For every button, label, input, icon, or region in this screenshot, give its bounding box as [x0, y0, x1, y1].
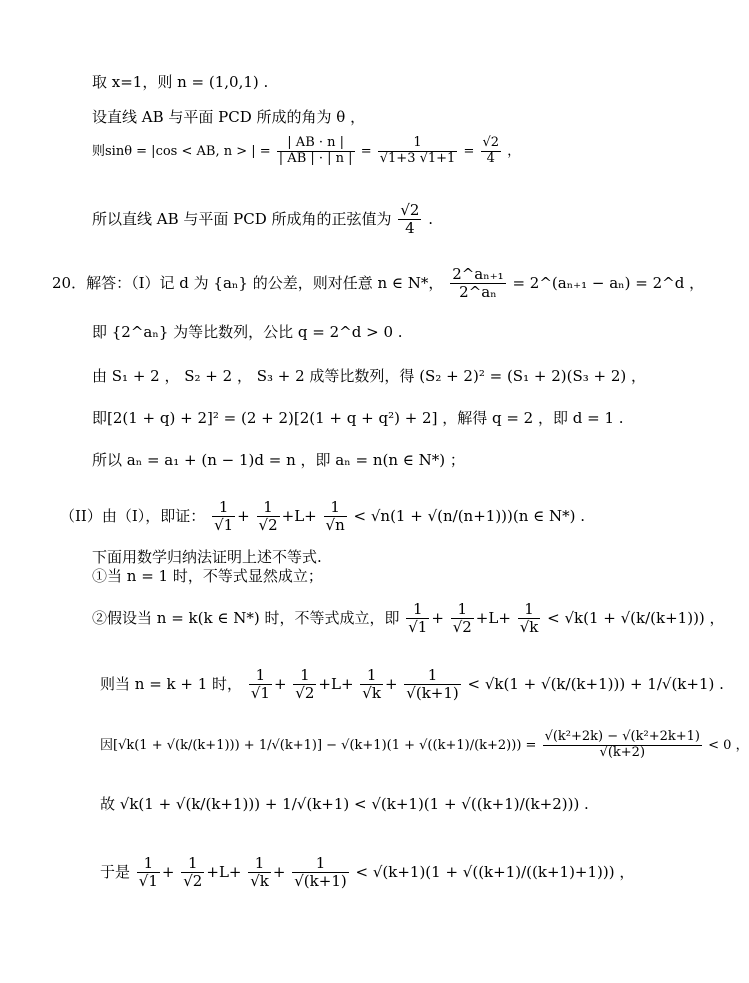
term-num: 1 [212, 499, 235, 517]
text-line-11: 下面用数学归纳法证明上述不等式. [92, 548, 322, 566]
term-den: √2 [452, 618, 472, 637]
line14-term-k [360, 667, 383, 703]
line3-suffix: ， [507, 143, 521, 159]
line13-prefix: ②假设当 n = k(k ∈ N*) 时，不等式成立，即 [92, 608, 400, 627]
term-den: √k [250, 872, 269, 891]
line17-suffix: < √(k+1)(1 + √((k+1)/((k+1)+1))) ， [355, 862, 635, 881]
line14-suffix: < √k(1 + √(k/(k+1))) + 1/√(k+1) . [467, 674, 724, 693]
line10-term-1 [212, 499, 235, 535]
line3-frac1-num: | AB · n | [277, 136, 355, 152]
term-num: 1 [257, 499, 280, 517]
text-line-14: 则当 n = k + 1 时， $\frac{1}{√1}$ + $\frac{1}{√2}$ +L+ $\frac{1}{√k}$ + $\frac{1}{√(k+1)}$ < √k(1 + √(k/(k+1))) + 1/√(k+1) . [100, 666, 724, 703]
text-line-5 [52, 266, 704, 302]
term-num: 1 [293, 667, 316, 685]
term-num: 1 [451, 601, 474, 619]
line15-frac-num: √(k²+2k) − √(k²+2k+1) [544, 729, 700, 744]
line4-frac-num: √2 [400, 201, 420, 219]
text-line-16: 故 √k(1 + √(k/(k+1))) + 1/√(k+1) < √(k+1)(1 + √((k+1)/(k+2))) . [100, 795, 589, 813]
eq-sign: = [360, 143, 372, 159]
line10-term-2 [257, 499, 280, 535]
text-line-6: 即 {2^aₙ} 为等比数列，公比 q = 2^d > 0 . [92, 323, 403, 341]
text-line-7: 由 S₁ + 2 ， S₂ + 2 ， S₃ + 2 成等比数列，得 (S₂ + 2)² = (S₁ + 2)(S₃ + 2) ， [92, 367, 646, 385]
ellipsis-L: L [218, 862, 229, 881]
text-line-1: 取 x=1，则 n = (1,0,1) . [92, 73, 269, 91]
line3-frac2-den: √1+3 √1+1 [379, 150, 456, 166]
line17-term-k [248, 855, 271, 891]
text-line-9: 所以 aₙ = a₁ + (n − 1)d = n ，即 aₙ = n(n ∈ N*) ； [92, 451, 465, 469]
line3-frac2 [378, 136, 458, 167]
line17-prefix: 于是 [100, 862, 131, 881]
text-line-17: 于是 $\frac{1}{√1}$ + $\frac{1}{√2}$ +L+ $\frac{1}{√k}$ + $\frac{1}{√(k+1)}$ < √(k+1)(1 + √((k+1)/((k+1)+1))) ， [100, 854, 635, 891]
text-line-8: 即[2(1 + q) + 2]² = (2 + 2)[2(1 + q + q²) + 2] ，解得 q = 2 ，即 d = 1 . [92, 409, 624, 427]
term-den: √2 [183, 872, 203, 891]
line14-term-2 [293, 667, 316, 703]
line17-term-k1 [292, 855, 348, 891]
text-line-4 [92, 202, 433, 238]
line15-suffix: < 0 ， [708, 737, 749, 753]
line3-frac1-den: | AB | · | n | [278, 150, 353, 166]
term-num: 1 [137, 855, 160, 873]
term-den: √k [362, 684, 381, 703]
line4-suffix: . [428, 209, 433, 228]
term-num: 1 [248, 855, 271, 873]
text-line-12: ①当 n = 1 时，不等式显然成立； [92, 567, 323, 585]
line15-frac-den: √(k+2) [599, 744, 646, 760]
line13-term-1 [406, 601, 429, 637]
text-line-10: （II）由（I），即证： $\frac{1}{√1}$ + $\frac{1}{√2}$ +L+ $\frac{1}{√n}$ < √n(1 + √(n/(n+1)))(n ∈ N*) . [60, 498, 586, 535]
line5-frac-num: 2^aₙ₊₁ [452, 265, 504, 283]
line10-suffix: < √n(1 + √(n/(n+1)))(n ∈ N*) . [353, 506, 586, 525]
term-num: 1 [404, 667, 460, 685]
line13-suffix: < √k(1 + √(k/(k+1))) ， [547, 608, 725, 627]
term-den: √1 [408, 618, 428, 637]
line5-frac [450, 266, 505, 302]
line10-prefix: （II）由（I），即证： [60, 506, 206, 525]
term-den: √k [519, 618, 539, 637]
text-line-15 [100, 730, 749, 761]
term-num: 1 [518, 601, 541, 619]
text-line-2: 设直线 AB 与平面 PCD 所成的角为 θ ， [92, 108, 366, 126]
text-line-13: ②假设当 n = k(k ∈ N*) 时，不等式成立，即 $\frac{1}{√1}$ + $\frac{1}{√2}$ +L+ $\frac{1}{√k}$ < √k(1 + √(k/(k+1))) ， [92, 600, 725, 637]
line13-term-2 [451, 601, 474, 637]
term-den: √1 [214, 516, 234, 535]
line14-term-1 [249, 667, 272, 703]
term-den: √2 [258, 516, 278, 535]
term-den: √(k+1) [294, 872, 347, 891]
line3-frac3 [481, 136, 502, 167]
term-num: 1 [406, 601, 429, 619]
line5-prefix: 20．解答：（I）记 d 为 {aₙ} 的公差，则对任意 n ∈ N*， [52, 273, 444, 292]
term-num: 1 [181, 855, 204, 873]
ellipsis-L: L [330, 674, 341, 693]
line15-prefix: 因[√k(1 + √(k/(k+1))) + 1/√(k+1)] − √(k+1)(1 + √((k+1)/(k+2))) = [100, 737, 537, 753]
term-den: √n [325, 516, 345, 535]
line17-term-1 [137, 855, 160, 891]
ellipsis-L: L [294, 506, 305, 525]
line3-prefix: 则sinθ = |cos < AB, n > | = [92, 143, 271, 159]
term-num: 1 [360, 667, 383, 685]
line4-prefix: 所以直线 AB 与平面 PCD 所成角的正弦值为 [92, 209, 392, 228]
line3-frac1 [277, 136, 355, 167]
line3-frac3-den: 4 [486, 150, 495, 166]
term-den: √2 [295, 684, 315, 703]
line3-frac2-num: 1 [378, 136, 458, 152]
line10-term-n [324, 499, 347, 535]
ellipsis-L: L [488, 608, 499, 627]
line5-frac-den: 2^aₙ [459, 283, 497, 302]
term-num: 1 [324, 499, 347, 517]
line13-term-k [518, 601, 541, 637]
line4-frac [398, 202, 421, 238]
line14-prefix: 则当 n = k + 1 时， [100, 674, 243, 693]
eq-sign: = [463, 143, 475, 159]
line17-term-2 [181, 855, 204, 891]
line5-suffix: = 2^(aₙ₊₁ − aₙ) = 2^d ， [512, 273, 705, 292]
term-den: √(k+1) [406, 684, 459, 703]
line4-frac-den: 4 [405, 219, 415, 238]
term-den: √1 [138, 872, 158, 891]
term-num: 1 [249, 667, 272, 685]
line14-term-k1 [404, 667, 460, 703]
text-line-3 [92, 136, 520, 167]
line3-frac3-num: √2 [482, 135, 500, 150]
term-den: √1 [250, 684, 270, 703]
line15-frac [543, 730, 702, 761]
term-num: 1 [292, 855, 348, 873]
